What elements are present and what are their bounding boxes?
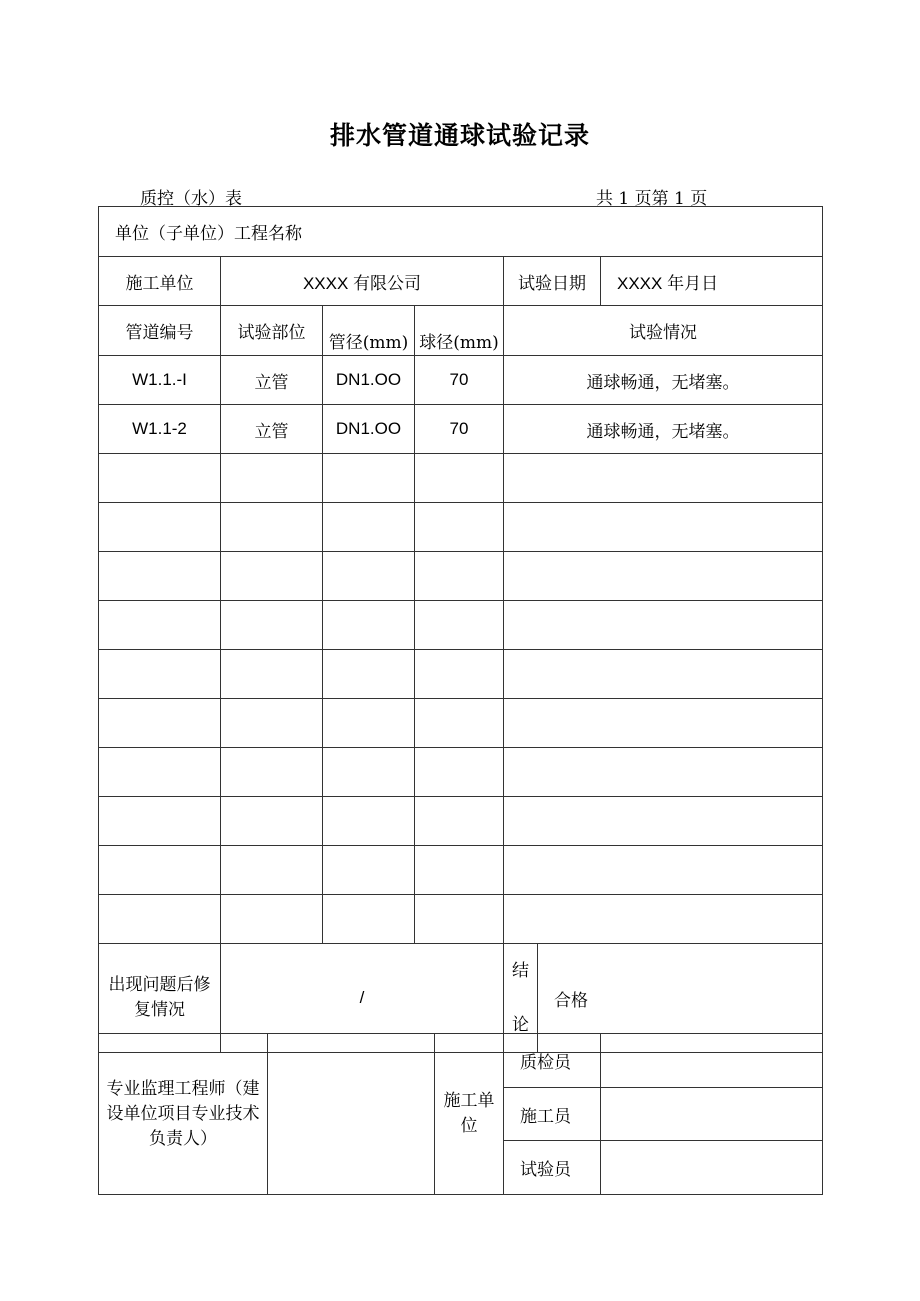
col-test-part: 试验部位 xyxy=(221,306,323,356)
result-cell: 通球畅通，无堵塞。 xyxy=(504,356,823,405)
pipe-dia-cell: DN1.OO xyxy=(323,405,415,454)
pipe-no-cell: W1.1.-I xyxy=(99,356,221,405)
role-qc: 质检员 xyxy=(504,1034,601,1088)
construction-unit-label: 施工单位 xyxy=(99,257,221,306)
col-pipe-no: 管道编号 xyxy=(99,306,221,356)
project-name-row xyxy=(99,207,823,257)
header-row xyxy=(99,306,823,356)
col-ball-dia: 球径(mm) xyxy=(415,306,504,356)
page-info: 共 1 页第 1 页 xyxy=(596,189,708,209)
role-qc-signature xyxy=(601,1034,823,1088)
col-pipe-dia: 管径(mm) xyxy=(323,306,415,356)
empty-row xyxy=(99,895,823,944)
repair-value: / xyxy=(221,944,504,1053)
signature-table xyxy=(98,1033,823,1195)
empty-row xyxy=(99,454,823,503)
empty-row xyxy=(99,699,823,748)
conclusion-label-2: 论 xyxy=(512,1015,529,1035)
empty-row xyxy=(99,748,823,797)
repair-label: 出现问题后修复情况 xyxy=(99,944,221,1053)
construction-unit-value: XXXX 有限公司 xyxy=(221,257,504,306)
pipe-no-cell: W1.1-2 xyxy=(99,405,221,454)
role-tester: 试验员 xyxy=(504,1141,601,1195)
empty-row xyxy=(99,503,823,552)
role-worker-signature xyxy=(601,1088,823,1141)
pipe-dia-cell: DN1.OO xyxy=(323,356,415,405)
form-code: 质控（水）表 xyxy=(140,189,242,209)
sign-unit-label: 施工单位 xyxy=(435,1034,504,1195)
page-title: 排水管道通球试验记录 xyxy=(329,121,590,150)
test-part-cell: 立管 xyxy=(221,356,323,405)
result-cell: 通球畅通，无堵塞。 xyxy=(504,405,823,454)
record-table xyxy=(98,206,823,1053)
test-date-value: XXXX 年月日 xyxy=(601,257,823,306)
conclusion-value: 合格 xyxy=(538,944,823,1053)
empty-row xyxy=(99,601,823,650)
project-name-label: 单位（子单位）工程名称 xyxy=(99,207,823,257)
empty-row xyxy=(99,797,823,846)
col-result: 试验情况 xyxy=(504,306,823,356)
empty-row xyxy=(99,846,823,895)
test-part-cell: 立管 xyxy=(221,405,323,454)
construction-unit-row xyxy=(99,257,823,306)
test-date-label: 试验日期 xyxy=(504,257,601,306)
role-worker: 施工员 xyxy=(504,1088,601,1141)
supervisor-label: 专业监理工程师（建设单位项目专业技术负责人） xyxy=(99,1034,268,1195)
ball-dia-cell: 70 xyxy=(415,405,504,454)
table-row xyxy=(99,356,823,405)
empty-row xyxy=(99,650,823,699)
supervisor-signature xyxy=(268,1034,435,1195)
role-tester-signature xyxy=(601,1141,823,1195)
empty-row xyxy=(99,552,823,601)
conclusion-label-1: 结 xyxy=(512,961,529,981)
ball-dia-cell: 70 xyxy=(415,356,504,405)
table-row xyxy=(99,405,823,454)
